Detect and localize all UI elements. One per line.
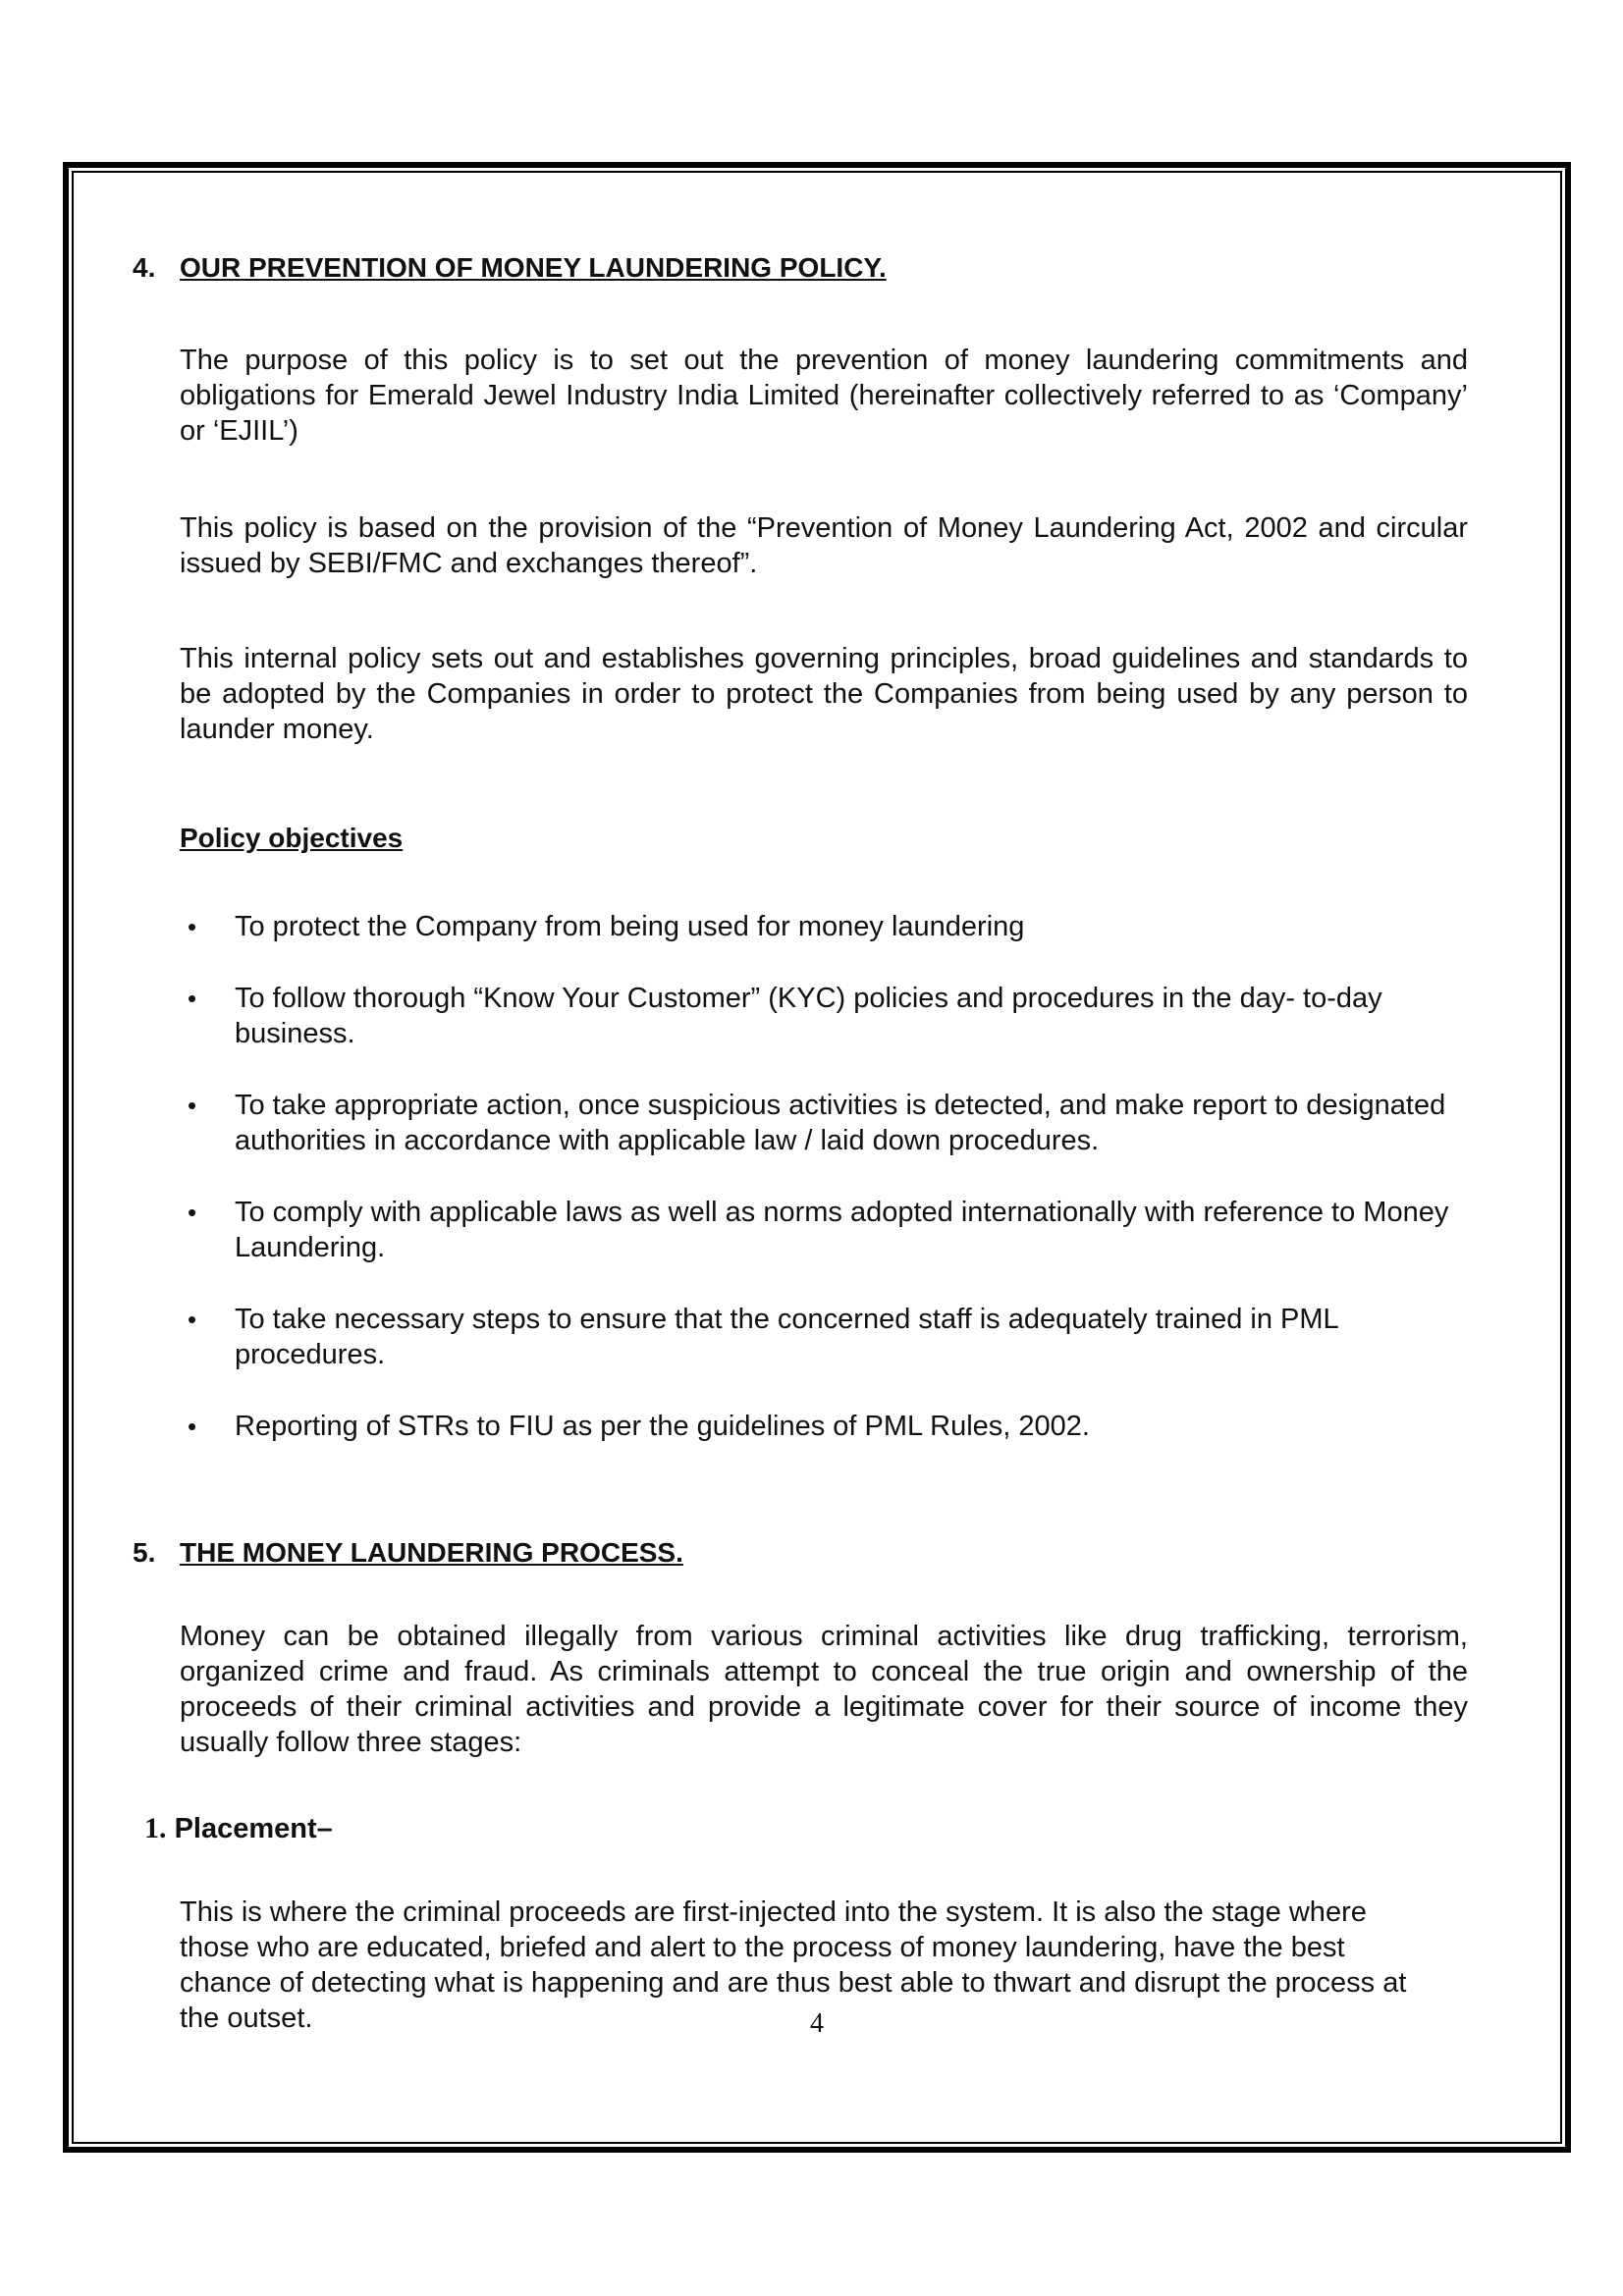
bullet-icon: •: [188, 1412, 197, 1441]
objective-item: • To comply with applicable laws as well as norms adopted internationally with reference to Money Laundering.: [188, 1197, 1449, 1263]
objective-item: • To take appropriate action, once suspicious activities is detected, and make report to designated authorities in accordance with applicable law / laid down procedures.: [188, 1090, 1446, 1156]
section-4-heading: [133, 252, 887, 284]
section-5-intro: Money can be obtained illegally from various criminal activities like drug trafficking, terrorism, organized crime and fraud. As criminals attempt to conceal the true origin and ownership of the proceeds of their criminal activities and provide a legitimate cover for their source of income they usually follow three stages:: [180, 1621, 1468, 1758]
bullet-icon: •: [188, 984, 197, 1013]
page-content: [72, 171, 1562, 2144]
stage-1-text: This is where the criminal proceeds are first-injected into the system. It is also the stage where those who are educated, briefed and alert to the process of money laundering, have the best chance of detecting what is happening and are thus best able to thwart and disrupt the process at the outset.: [180, 1896, 1407, 2034]
policy-objectives-heading: Policy objectives: [180, 823, 404, 853]
section-5-heading: [133, 1537, 683, 1569]
policy-objectives-list: [180, 909, 1468, 1480]
section-4-paragraph-3: This internal policy sets out and establishes governing principles, broad guidelines and standards to be adopted by the Companies in order to protect the Companies from being used by any person to launder money.: [180, 643, 1468, 745]
section-4-paragraph-1: The purpose of this policy is to set out the prevention of money laundering commitments and obligations for Emerald Jewel Industry India Limited (hereinafter collectively referred to as ‘Company’ or ‘EJIIL’): [180, 345, 1468, 447]
page-number: 4: [810, 2008, 824, 2039]
objective-item: • Reporting of STRs to FIU as per the guidelines of PML Rules, 2002.: [188, 1411, 1090, 1442]
objective-item: • To follow thorough “Know Your Customer” (KYC) policies and procedures in the day- to-day business.: [188, 983, 1382, 1049]
bullet-icon: •: [188, 912, 197, 941]
bullet-icon: •: [188, 1091, 197, 1120]
stage-1-title: Placement–: [174, 1813, 333, 1844]
section-5-number: 5.: [133, 1537, 156, 1568]
objective-item: • To take necessary steps to ensure that the concerned staff is adequately trained in PML procedures.: [188, 1304, 1338, 1370]
section-4-paragraph-2: This policy is based on the provision of the “Prevention of Money Laundering Act, 2002 and circular issued by SEBI/FMC and exchanges thereof”.: [180, 512, 1468, 579]
section-4-title: OUR PREVENTION OF MONEY LAUNDERING POLICY.: [180, 252, 887, 283]
section-5-title: THE MONEY LAUNDERING PROCESS.: [180, 1537, 683, 1568]
section-4-number: 4.: [133, 252, 156, 283]
objective-item: • To protect the Company from being used for money laundering: [188, 911, 1025, 942]
stage-1-heading: [144, 1812, 333, 1845]
stage-1-number: 1.: [144, 1812, 167, 1844]
bullet-icon: •: [188, 1198, 197, 1227]
bullet-icon: •: [188, 1305, 197, 1334]
